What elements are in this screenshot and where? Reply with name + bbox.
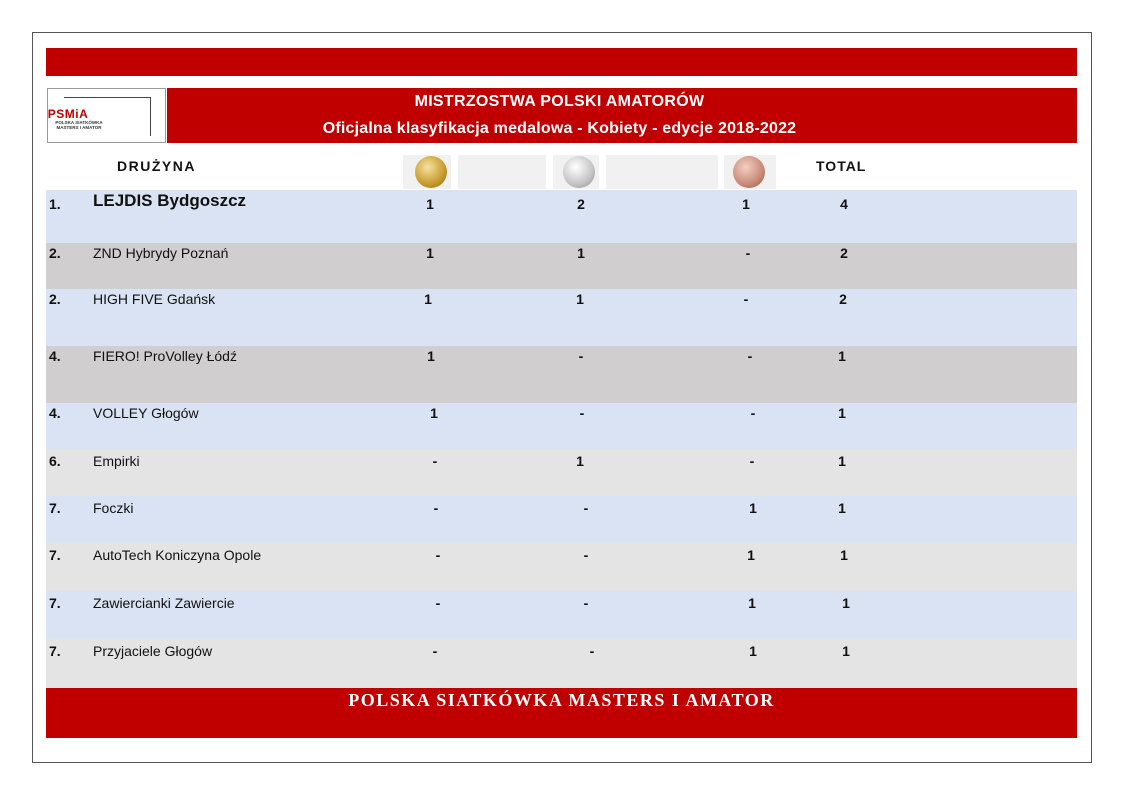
team-name-cell: Przyjaciele Głogów — [93, 643, 213, 659]
rank-cell: 7. — [49, 595, 61, 611]
gold-medal-icon — [415, 156, 447, 188]
gold-count-cell: - — [435, 595, 441, 611]
total-count-cell: 1 — [840, 547, 848, 563]
gold-count-cell: - — [432, 453, 438, 469]
column-header-total: TOTAL — [816, 158, 867, 174]
team-name-cell: Foczki — [93, 500, 134, 516]
header-spacer — [458, 155, 546, 189]
gold-count-cell: 1 — [426, 245, 434, 261]
table-row — [46, 403, 1077, 449]
top-red-bar — [46, 48, 1077, 76]
gold-count-cell: 1 — [427, 348, 435, 364]
rank-cell: 2. — [49, 245, 61, 261]
silver-count-cell: - — [583, 500, 589, 516]
table-row — [46, 289, 1077, 346]
bronze-count-cell: 1 — [748, 595, 756, 611]
bronze-count-cell: - — [745, 245, 751, 261]
rank-cell: 7. — [49, 547, 61, 563]
page-title: MISTRZOSTWA POLSKI AMATORÓW — [414, 93, 705, 110]
team-name-cell: ZND Hybrydy Poznań — [93, 245, 229, 261]
gold-count-cell: - — [432, 643, 438, 659]
logo-text: PSMiA — [47, 107, 89, 121]
total-count-cell: 2 — [839, 291, 847, 307]
total-count-cell: 1 — [838, 348, 846, 364]
total-count-cell: 1 — [838, 405, 846, 421]
bronze-count-cell: - — [747, 348, 753, 364]
bronze-count-cell: - — [749, 453, 755, 469]
table-row — [46, 243, 1077, 289]
column-header-team: DRUŻYNA — [117, 158, 196, 174]
logo-subtitle: POLSKA SIATKÓWKA MASTERS I AMATOR — [55, 120, 103, 130]
team-name-cell: HIGH FIVE Gdańsk — [93, 291, 216, 307]
table-row — [46, 346, 1077, 403]
silver-count-cell: 1 — [576, 291, 584, 307]
rank-cell: 7. — [49, 643, 61, 659]
bronze-count-cell: - — [750, 405, 756, 421]
silver-count-cell: - — [579, 405, 585, 421]
table-row — [46, 591, 1077, 639]
silver-count-cell: - — [583, 595, 589, 611]
total-count-cell: 1 — [838, 453, 846, 469]
silver-count-cell: 1 — [576, 453, 584, 469]
silver-count-cell: 2 — [577, 196, 585, 212]
gold-count-cell: - — [433, 500, 439, 516]
team-name-cell: LEJDIS Bydgoszcz — [93, 191, 247, 210]
total-count-cell: 4 — [840, 196, 848, 212]
total-count-cell: 1 — [842, 595, 850, 611]
silver-medal-icon — [563, 156, 595, 188]
table-row — [46, 543, 1077, 591]
total-count-cell: 1 — [838, 500, 846, 516]
team-name-cell: AutoTech Koniczyna Opole — [93, 547, 262, 563]
silver-count-cell: - — [578, 348, 584, 364]
team-name-cell: Empirki — [93, 453, 140, 469]
silver-count-cell: - — [583, 547, 589, 563]
bronze-medal-icon — [733, 156, 765, 188]
table-row — [46, 496, 1077, 543]
gold-count-cell: 1 — [430, 405, 438, 421]
team-name-cell: VOLLEY Głogów — [93, 405, 199, 421]
rank-cell: 1. — [49, 196, 61, 212]
silver-count-cell: - — [589, 643, 595, 659]
total-count-cell: 2 — [840, 245, 848, 261]
footer-text: POLSKA SIATKÓWKA MASTERS I AMATOR — [348, 690, 775, 710]
rank-cell: 4. — [49, 405, 61, 421]
rank-cell: 4. — [49, 348, 61, 364]
team-name-cell: Zawiercianki Zawiercie — [93, 595, 235, 611]
bronze-count-cell: - — [743, 291, 749, 307]
bronze-count-cell: 1 — [742, 196, 750, 212]
bronze-count-cell: 1 — [747, 547, 755, 563]
bronze-count-cell: 1 — [749, 500, 757, 516]
table-row — [46, 190, 1077, 243]
gold-count-cell: 1 — [426, 196, 434, 212]
team-name-cell: FIERO! ProVolley Łódź — [93, 348, 237, 364]
bronze-count-cell: 1 — [749, 643, 757, 659]
rank-cell: 6. — [49, 453, 61, 469]
table-row — [46, 639, 1077, 688]
silver-count-cell: 1 — [577, 245, 585, 261]
rank-cell: 2. — [49, 291, 61, 307]
header-spacer — [606, 155, 718, 189]
total-count-cell: 1 — [842, 643, 850, 659]
table-row — [46, 449, 1077, 496]
rank-cell: 7. — [49, 500, 61, 516]
page-subtitle: Oficjalna klasyfikacja medalowa - Kobiety - edycje 2018-2022 — [322, 120, 797, 137]
gold-count-cell: - — [435, 547, 441, 563]
gold-count-cell: 1 — [424, 291, 432, 307]
